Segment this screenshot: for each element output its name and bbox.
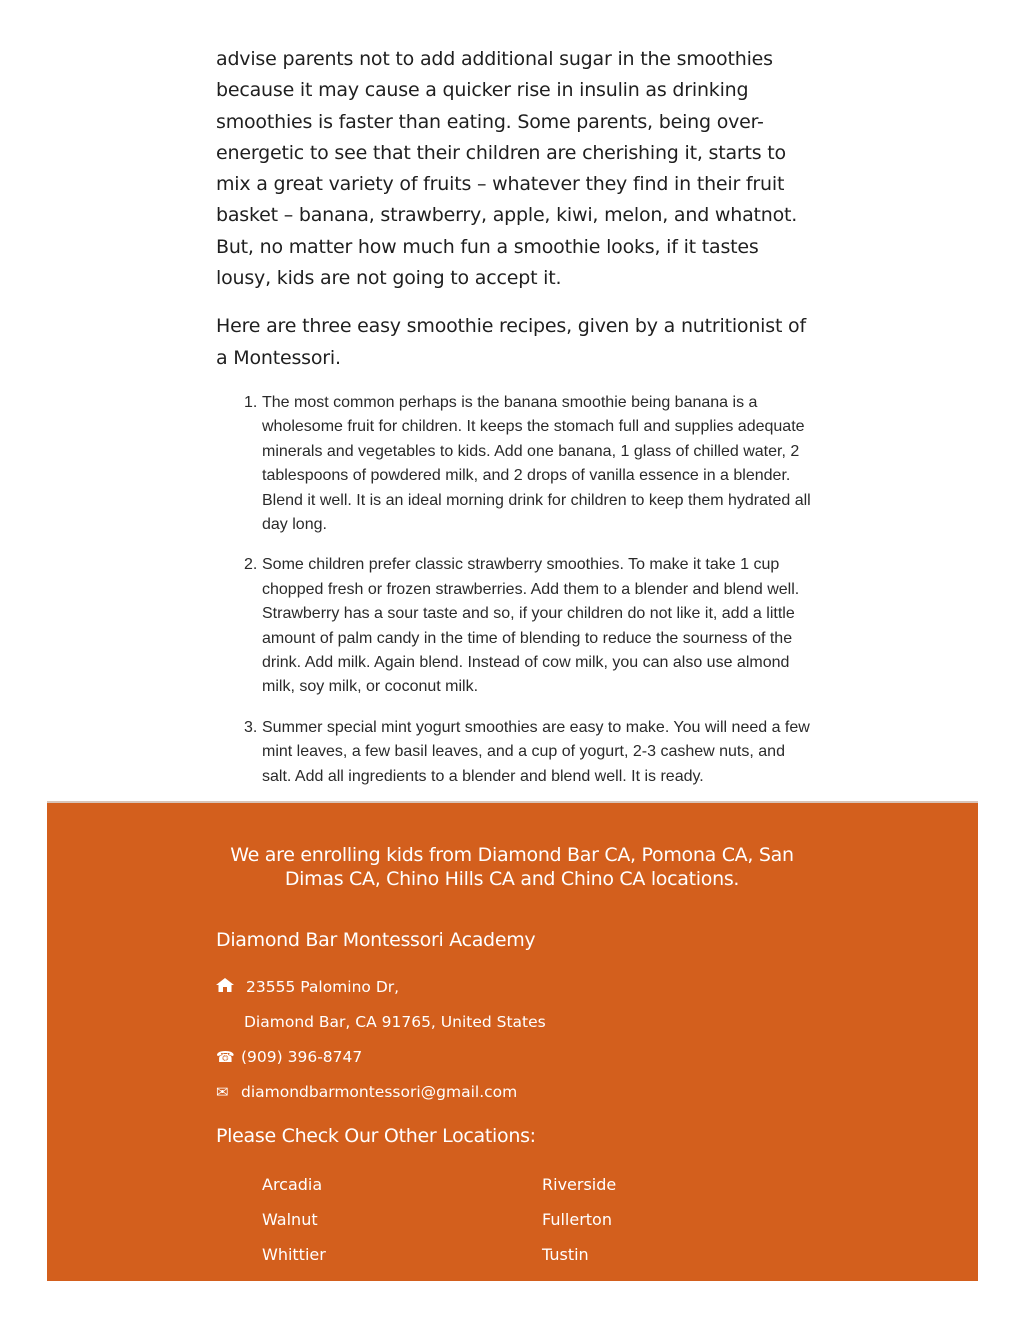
recipe-text: The most common perhaps is the banana smoothie being banana is a wholesome fruit for children. It keeps the stomach full and supplies adequate minerals and vegetables to kids. Add one banana, 1 glass of chilled water, 2 tablespoons of powdered milk, and 2 drops of vanilla essence in a blender. Blend it well. It is an ideal morning drink for children to keep them hydrated all day long.	[262, 393, 811, 533]
recipe-item	[216, 391, 816, 537]
location-link-walnut[interactable]: Walnut	[262, 1210, 318, 1229]
recipe-text: Some children prefer classic strawberry smoothies. To make it take 1 cup chopped fresh or frozen strawberries. Add them to a blender and blend well. Strawberry has a sour taste and so, if your children do not like it, add a little amount of palm candy in the time of blending to reduce the sourness of the drink. Add milk. Again blend. Instead of cow milk, you can also use almond milk, soy milk, or coconut milk.	[262, 556, 800, 696]
article-paragraph-2: Here are three easy smoothie recipes, given by a nutritionist of a Montessori.	[216, 315, 806, 369]
recipe-number: 2.	[244, 556, 258, 574]
location-link-whittier[interactable]: Whittier	[262, 1245, 326, 1264]
other-locations-heading: Please Check Our Other Locations:	[216, 1125, 536, 1147]
phone-row[interactable]	[216, 1048, 362, 1066]
academy-name: Diamond Bar Montessori Academy	[216, 929, 536, 951]
location-link-tustin[interactable]: Tustin	[542, 1245, 589, 1264]
recipe-item	[216, 553, 816, 699]
enrollment-notice: We are enrolling kids from Diamond Bar CA, Pomona CA, San Dimas CA, Chino Hills CA and Chino CA locations.	[230, 844, 794, 890]
footer-contact-section	[47, 801, 978, 1281]
email-row[interactable]	[216, 1083, 517, 1101]
envelope-icon: ✉	[216, 1083, 229, 1101]
phone-number[interactable]: (909) 396-8747	[241, 1048, 363, 1066]
phone-icon: ☎	[216, 1048, 235, 1066]
location-link-fullerton[interactable]: Fullerton	[542, 1210, 612, 1229]
location-link-arcadia[interactable]: Arcadia	[262, 1175, 323, 1194]
recipe-number: 1.	[244, 393, 258, 411]
recipe-item	[216, 716, 816, 789]
address-line-1-row	[216, 978, 399, 996]
recipe-list	[216, 391, 816, 789]
home-icon	[216, 978, 246, 996]
address-line-1: 23555 Palomino Dr,	[246, 978, 400, 996]
recipe-number: 3.	[244, 718, 258, 736]
recipe-text: Summer special mint yogurt smoothies are easy to make. You will need a few mint leaves, a few basil leaves, and a cup of yogurt, 2-3 cashew nuts, and salt. Add all ingredients to a blender and blend well. It is ready.	[262, 718, 810, 785]
email-link[interactable]: diamondbarmontessori@gmail.com	[241, 1083, 518, 1101]
article-body	[216, 44, 816, 805]
location-link-riverside[interactable]: Riverside	[542, 1175, 617, 1194]
address-line-2: Diamond Bar, CA 91765, United States	[244, 1013, 546, 1031]
article-paragraph-1: advise parents not to add additional sugar in the smoothies because it may cause a quicker rise in insulin as drinking smoothies is faster than eating. Some parents, being over-energetic to see that their children are cherishing it, starts to mix a great variety of fruits – whatever they find in their fruit basket – banana, strawberry, apple, kiwi, melon, and whatnot. But, no matter how much fun a smoothie looks, if it tastes lousy, kids are not going to accept it.	[216, 48, 798, 290]
